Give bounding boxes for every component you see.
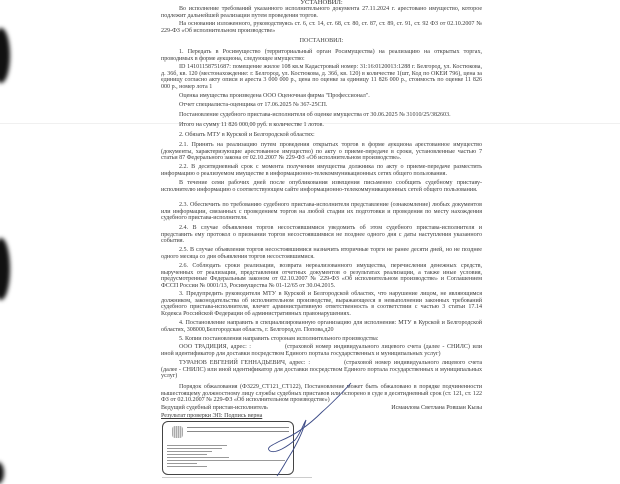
appeal-procedure: Порядок обжалования (ФЗ229_СТ121_СТ122), Постановление может быть обжаловано в порядке подчиненности вышестоящему должностному лицу службы судебных приставов или оспорено в суде в десятидневный срок (ст. 121, ст. 122 ФЗ от 02.10.2007 № 229-ФЗ «Об исполнительном производстве»)	[161, 384, 482, 403]
appraisal: Оценка имущества произведена ООО Оценочная фирма "Профессионал".	[179, 93, 370, 99]
item-2-6: 2.6. Соблюдать сроки реализации, возврата нереализованного имущества, перечисления денежных средств, вырученных от реализации, представления отчетных документов о результатах реализации, а также иные условия, предусмотренные Федеральным законом от 02.10.2007 № 229-ФЗ «Об исполнительном производстве» и Соглашением ФССП России № 0001/13, Росимущества № 01-12/65 от 30.04.2015.	[161, 263, 482, 289]
heading-established: УСТАНОВИЛ:	[300, 0, 343, 6]
item-2: 2. Обязать МТУ в Курской и Белгородской областях:	[179, 132, 315, 138]
item-2-2: 2.2. В десятидневный срок с момента получения имущества должника по акту о приеме-передаче разместить информацию о реализуемом имуществе в информационно-телекоммуникационных сетях общего пользования.	[161, 164, 482, 177]
item-4: 4. Постановление направить в специализированную организацию для исполнения: МТУ в Курской и Белгородской областях, 308000,Белгородская область, г. Белгород,ул. Попова,д20	[161, 320, 482, 333]
signature-stroke	[268, 383, 351, 476]
property-description: ID 14101158751687: помещение жилое 108 кв.м Кадастровый номер: 31:16:0120013:1288 г. Белгород, ул. Костюкова, д. 36б, кв. 120 (местонахождение: г. Белгород, ул. Костюкова, д. 36б, кв. 120) в количестве 1(шт, Код по ОКЕИ 796), цена за единицу согласно акту описи и ареста 3 000 000 р., цена по оценке за единицу 11 826 000 р., стоимость по оценке 11 826 000 р., номер лота 1	[161, 64, 482, 90]
heading-resolved: ПОСТАНОВИЛ:	[299, 38, 344, 44]
item-2-4: 2.4. В случае объявления торгов несостоявшимися уведомить об этом судебного пристава-исполнителя и представить ему протокол о признании торгов несостоявшимися не позднее одного дня с даты наступления указанного события.	[161, 225, 482, 244]
item-2-5: 2.5. В случае объявления торгов несостоявшимися назначить вторичные торги не ранее десяти дней, но не позднее одного месяца со дня объявления торгов несостоявшимися.	[161, 247, 482, 260]
party-2-name: ТУРАНОВ ЕВГЕНИЙ ГЕННАДЬЕВИЧ, адрес: :	[179, 360, 311, 366]
report: Отчет специалиста-оценщика от 17.06.2025 № 367-25СП.	[179, 102, 328, 108]
paragraph-execution: Во исполнение требований указанного исполнительного документа 27.11.2024 г. арестовано имущество, которое подлежит дальнейшей реализации путем проведения торгов.	[161, 6, 482, 19]
item-2-3: 2.3. Обеспечить по требованию судебного пристава-исполнителя представление (ознакомление) любых документов или информации, связанных с проведением торгов на любой стадии их подготовки и проведения по месту нахождения судебного пристава-исполнителя.	[161, 202, 482, 221]
signer-title: Ведущий судебный пристав-исполнитель	[161, 405, 268, 411]
item-1: 1. Передать в Росимущество (территориальный орган Росимущества) на реализацию на открытых торгах, проводимых в форме аукциона, следующее имущество:	[161, 49, 482, 62]
item-2-2-notice: В течение семи рабочих дней после опубликования извещения письменно сообщить судебному приставу-исполнителю информацию о соответствующем сайте информационно-телекоммуникационных сетей общего пользования.	[161, 180, 482, 193]
item-5: 5. Копии постановления направить сторонам исполнительного производства:	[179, 336, 379, 342]
signature-check-result: Результат проверки ЭП: Подпись верна	[161, 413, 263, 419]
party-1-name: ООО ТРАДИЦИЯ, адрес: :	[179, 344, 251, 350]
signer-name: Исмаилова Светлана Ровшан Кызы	[391, 405, 482, 411]
item-2-1: 2.1. Принять на реализацию путем проведения открытых торгов в форме аукциона арестованное имущество (документы, характеризующие арестованное имущество) по акту о приеме-передаче в сроки, установленные частью 7 статьи 87 Федерального закона от 02.10.2007 № 229-ФЗ «Об исполнительном производстве».	[161, 142, 482, 161]
paragraph-basis: На основании изложенного, руководствуясь ст. 6, ст. 14, ст. 68, ст. 80, ст. 87, ст. 89, ст. 91, ст. 92 ФЗ от 02.10.2007 № 229-ФЗ «Об исполнительном производстве»	[161, 21, 482, 34]
party-1-details: (страховой номер индивидуального лицевого счета (далее - СНИЛС) или иной идентификатор для доставки посредством Единого портала государственных и муниципальных услуг)	[161, 344, 482, 357]
total: Итого на сумму 11 826 000,00 руб. в количестве 1 лотов.	[179, 122, 324, 128]
valuation-order: Постановление судебного пристава-исполнителя об оценке имущества от 30.06.2025 № 31010/25/382603.	[179, 112, 451, 118]
party-2-details: (страховой номер индивидуального лицевого счета (далее - СНИЛС) или иной идентификатор для доставки посредством Единого портала государственных и муниципальных услуг)	[161, 360, 482, 379]
item-3: 3. Предупредить руководителя МТУ в Курской и Белгородской областях, что нарушение лицом, не являющимся должником, законодательства об исполнительном производстве, выражающееся в невыполнении законных требований судебного пристава-исполнителя, влечет административную ответственность в соответствии с частью 3 статьи 17.14 Кодекса Российской Федерации об административных правонарушениях.	[161, 291, 482, 317]
